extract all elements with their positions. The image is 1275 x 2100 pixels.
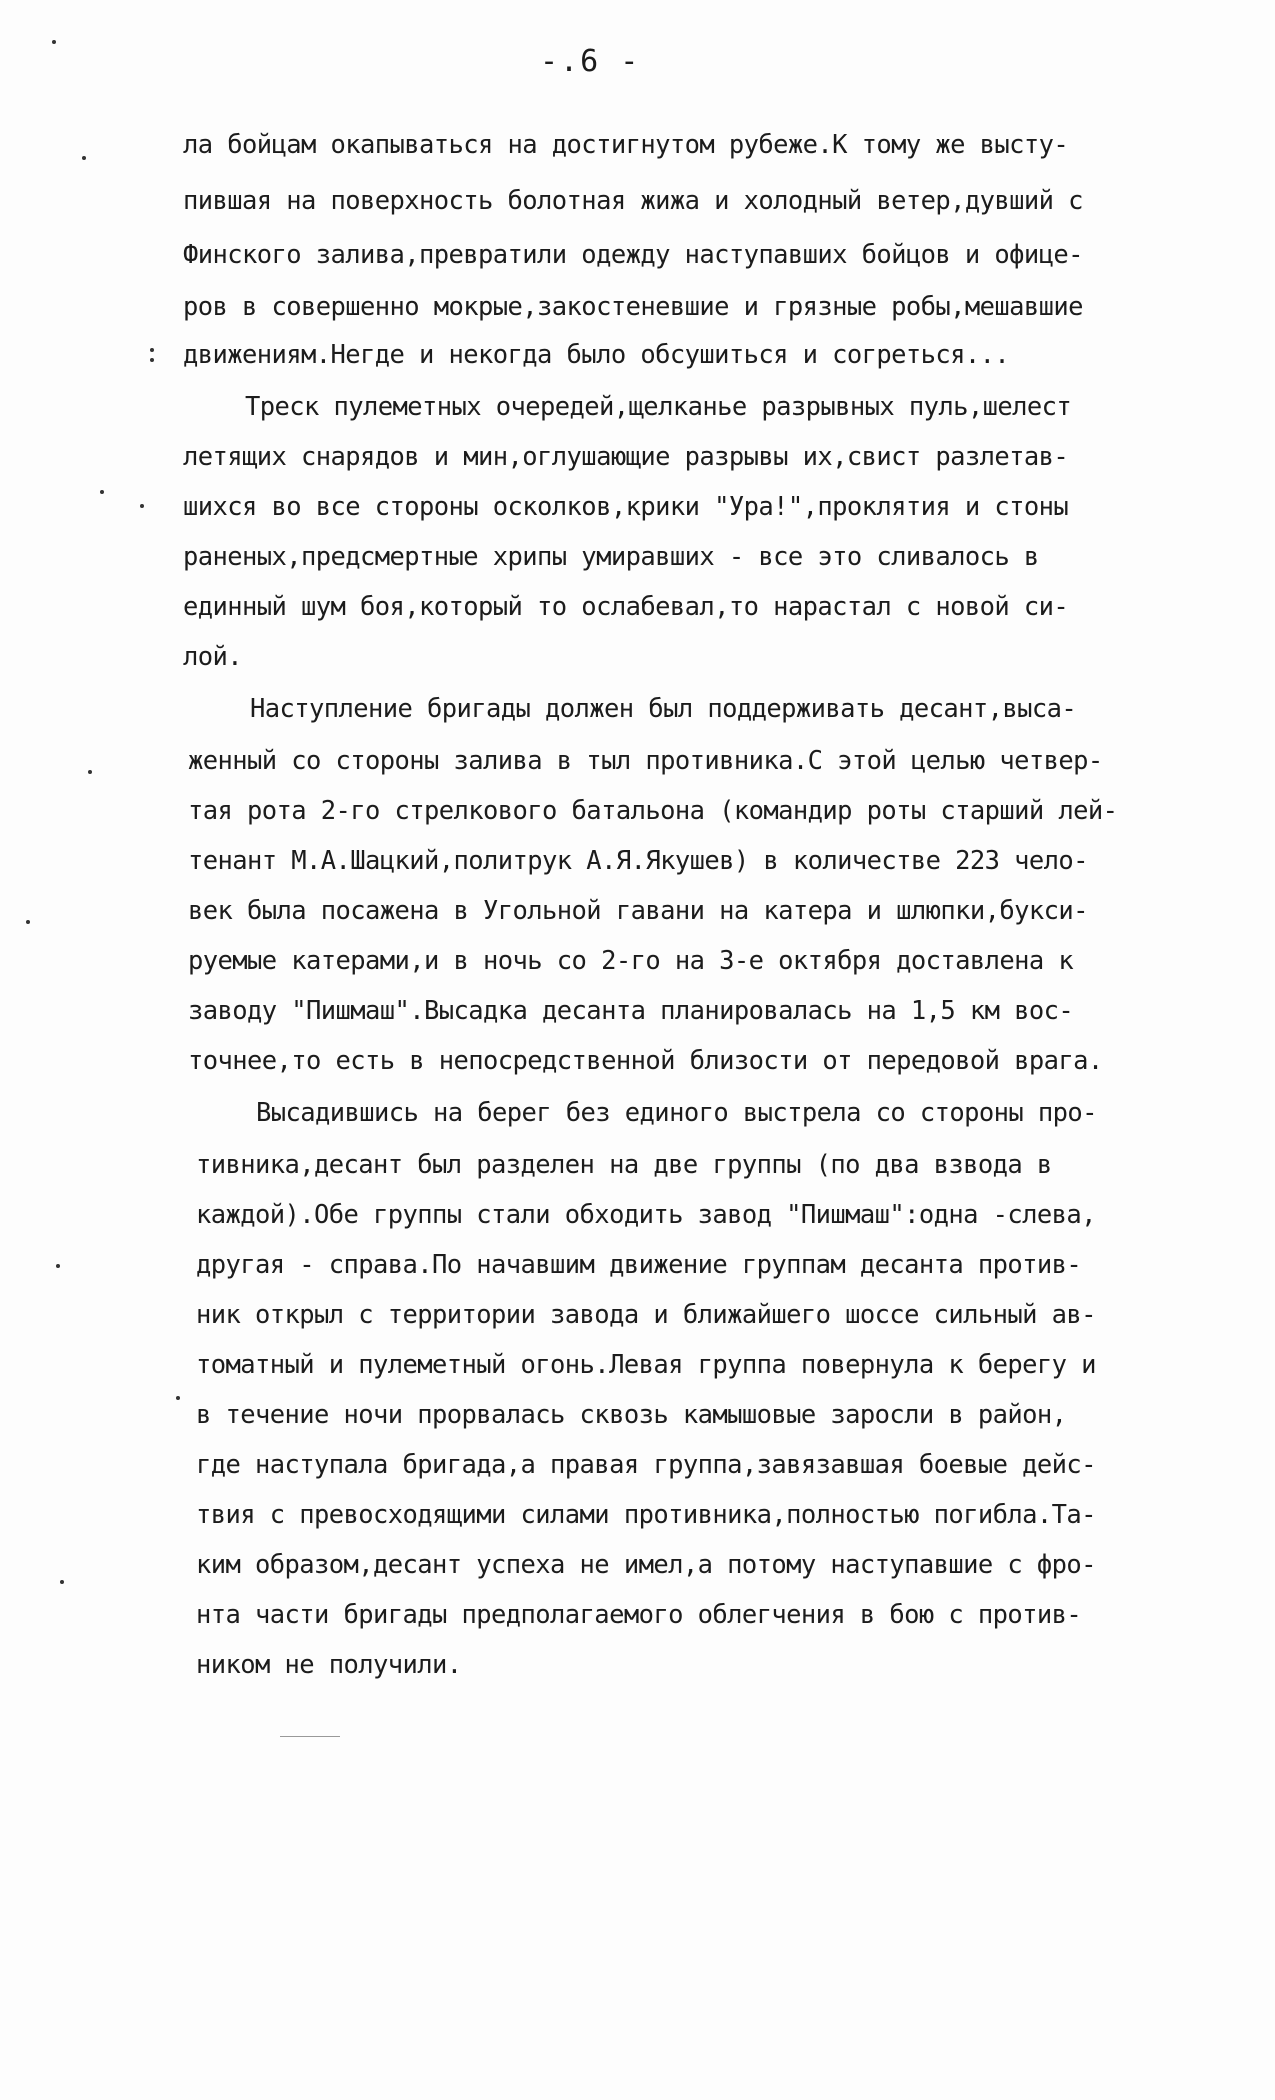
- text-line-29: ким образом,десант успеха не имел,а потому наступавшие с фро-: [196, 1550, 1096, 1580]
- text-line-13: женный со стороны залива в тыл противника.С этой целью четвер-: [188, 746, 1103, 776]
- text-line-17: руемые катерами,и в ночь со 2-го на 3-е октября доставлена к: [188, 946, 1074, 976]
- text-line-12: Наступление бригады должен был поддерживать десант,выса-: [250, 694, 1077, 724]
- scan-speck: [176, 1396, 180, 1400]
- text-line-21: тивника,десант был разделен на две группы (по два взвода в: [196, 1150, 1052, 1180]
- scan-mark: [280, 1736, 340, 1737]
- scan-speck: [26, 920, 30, 924]
- scan-speck: [56, 1264, 60, 1268]
- scan-speck: [60, 1580, 64, 1584]
- text-line-23: другая - справа.По начавшим движение группам десанта против-: [196, 1250, 1082, 1280]
- text-line-18: заводу "Пишмаш".Высадка десанта планировалась на 1,5 км вос-: [188, 996, 1074, 1026]
- text-line-05: движениям.Негде и некогда было обсушиться и согреться...: [183, 340, 1010, 370]
- scan-speck: [82, 156, 86, 160]
- text-line-24: ник открыл с территории завода и ближайшего шоссе сильный ав-: [196, 1300, 1096, 1330]
- text-line-26: в течение ночи прорвалась сквозь камышовые заросли в район,: [196, 1400, 1067, 1430]
- text-line-19: точнее,то есть в непосредственной близости от передовой врага.: [188, 1046, 1103, 1076]
- text-line-14: тая рота 2-го стрелкового батальона (командир роты старший лей-: [188, 796, 1118, 826]
- text-line-11: лой.: [183, 642, 243, 672]
- text-line-31: ником не получили.: [196, 1650, 462, 1680]
- text-line-04: ров в совершенно мокрые,закостеневшие и грязные робы,мешавшие: [183, 292, 1083, 322]
- scan-speck: [140, 504, 144, 508]
- text-line-16: век была посажена в Угольной гавани на катера и шлюпки,букси-: [188, 896, 1088, 926]
- scan-speck: [52, 40, 56, 44]
- text-line-25: томатный и пулеметный огонь.Левая группа повернула к берегу и: [196, 1350, 1096, 1380]
- text-line-27: где наступала бригада,а правая группа,завязавшая боевые дейс-: [196, 1450, 1096, 1480]
- text-line-09: раненых,предсмертные хрипы умиравших - все это сливалось в: [183, 542, 1039, 572]
- text-line-01: ла бойцам окапываться на достигнутом рубеже.К тому же высту-: [183, 130, 1069, 160]
- scan-speck: [100, 490, 104, 494]
- text-line-10: единный шум боя,который то ослабевал,то нарастал с новой си-: [183, 592, 1069, 622]
- text-line-28: твия с превосходящими силами противника,полностью погибла.Та-: [196, 1500, 1096, 1530]
- text-line-07: летящих снарядов и мин,оглушающие разрывы их,свист разлетав-: [183, 442, 1069, 472]
- text-line-06: Треск пулеметных очередей,щелканье разрывных пуль,шелест: [245, 392, 1072, 422]
- scan-speck: [88, 770, 92, 774]
- text-line-15: тенант М.А.Шацкий,политрук А.Я.Якушев) в количестве 223 чело-: [188, 846, 1088, 876]
- text-line-20: Высадившись на берег без единого выстрела со стороны про-: [256, 1098, 1097, 1128]
- scan-speck: [150, 358, 154, 362]
- text-line-02: пившая на поверхность болотная жижа и холодный ветер,дувший с: [183, 186, 1083, 216]
- text-line-22: каждой).Обе группы стали обходить завод "Пишмаш":одна -слева,: [196, 1200, 1096, 1230]
- page-number: -.6 -: [540, 44, 641, 79]
- text-line-30: нта части бригады предполагаемого облегчения в бою с против-: [196, 1600, 1082, 1630]
- scan-speck: [150, 348, 154, 352]
- text-line-08: шихся во все стороны осколков,крики "Ура!",проклятия и стоны: [183, 492, 1069, 522]
- text-line-03: Финского залива,превратили одежду наступавших бойцов и офице-: [183, 240, 1083, 270]
